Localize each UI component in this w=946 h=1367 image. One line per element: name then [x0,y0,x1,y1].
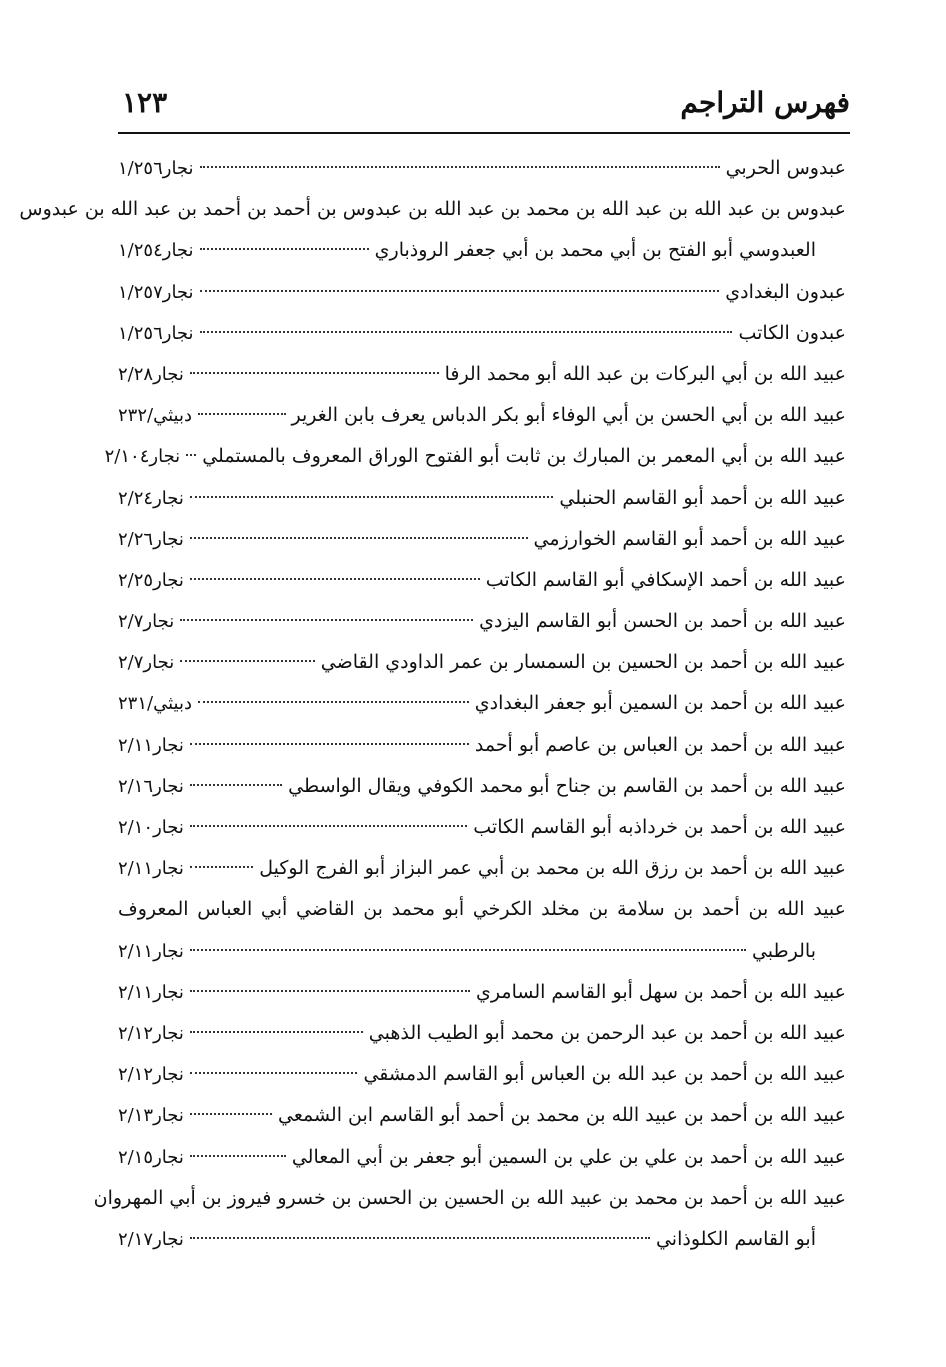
index-entry [118,848,846,889]
dot-leader [190,577,480,580]
entry-name: عبيد الله بن أحمد بن عبد الرحمن بن محمد أبو الطيب الذهبي [368,1021,846,1044]
entry-reference: نجار٢/٢٥ [118,569,184,591]
entry-reference: نجار٢/٧ [118,652,175,674]
dot-leader [180,618,473,621]
dot-leader [190,536,528,539]
index-entry [118,683,846,724]
page-number: ١٢٣ [122,86,168,119]
entry-reference: نجار٢/١١ [118,734,184,756]
entry-name: عبيد الله بن أحمد بن القاسم بن جناح أبو محمد الكوفي ويقال الواسطي [288,774,846,797]
index-entry [118,230,846,271]
dot-leader [190,948,746,951]
index-entry [118,478,846,519]
dot-leader [190,1112,272,1115]
index-entry [118,642,846,683]
index-entry [118,601,846,642]
entry-reference: نجار١/٢٥٦ [118,322,194,344]
entry-reference: نجار٢/٢٦ [118,528,184,550]
index-entry [118,766,846,807]
dot-leader [198,412,286,415]
dot-leader [180,659,315,662]
entry-name: عبدوس بن عبد الله بن عبد الله بن محمد بن عبد الله بن عبدوس بن أحمد بن أحمد بن عبد الله بن عبدوس [19,198,846,221]
entry-name: عبيد الله بن أحمد بن سهل أبو القاسم السامري [476,980,846,1003]
index-entries [19,148,846,1260]
dot-leader [190,1154,286,1157]
entry-name: عبيد الله بن أحمد بن خرداذبه أبو القاسم الكاتب [473,816,846,838]
index-entry [118,313,846,354]
entry-reference: نجار٢/١٠٤ [104,446,181,468]
entry-name: عبيد الله بن أحمد بن العباس بن عاصم أبو أحمد [474,733,846,756]
entry-name: عبدوس الحربي [725,157,846,179]
index-entry [118,725,846,766]
index-entry [19,189,846,230]
index-entry [118,931,846,972]
dot-leader [190,1030,363,1033]
entry-reference: نجار٢/١٧ [118,1228,184,1250]
dot-leader [190,495,553,498]
index-entry [118,272,846,313]
entry-name: عبيد الله بن أبي المعمر بن المبارك بن ثابت أبو الفتوح الوراق المعروف بالمستملي [202,445,846,468]
dot-leader [200,165,720,168]
entry-reference: نجار٢/١٢ [118,1064,184,1086]
entry-reference: نجار٢/١٠ [118,817,184,838]
dot-leader [190,371,439,374]
dot-leader [190,1236,650,1239]
entry-reference: دبيثي/٢٣٢ [118,405,192,427]
entry-reference: نجار٢/١٢ [118,1022,184,1044]
dot-leader [190,824,467,827]
entry-name: عبيد الله بن أحمد بن الحسين بن السمسار بن عمر الداودي القاضي [320,651,846,674]
entry-reference: نجار٢/١١ [118,940,184,962]
entry-name: عبيد الله بن أحمد بن سلامة بن مخلد الكرخي أبو محمد بن القاضي أبي العباس المعروف [118,898,846,921]
dot-leader [190,865,253,868]
dot-leader [190,989,470,992]
entry-reference: دبيثي/٢٣١ [118,693,192,715]
entry-name: عبدون البغدادي [725,280,846,303]
entry-reference: نجار٢/٢٨ [118,363,184,385]
dot-leader [200,247,369,250]
entry-reference: نجار١/٢٥٤ [118,240,194,262]
dot-leader [200,330,733,333]
index-entry [118,519,846,560]
entry-name: عبيد الله بن أحمد أبو القاسم الخوارزمي [533,527,846,550]
entry-name: عبيد الله بن أبي البركات بن عبد الله أبو محمد الرفا [444,362,846,385]
index-entry [104,436,846,477]
entry-name: العبدوسي أبو الفتح بن أبي محمد بن أبي جعفر الروذباري [374,239,816,262]
index-entry [118,148,846,189]
entry-name: بالرطبي [751,939,816,962]
entry-name: أبو القاسم الكلوذاني [655,1227,816,1250]
entry-reference: نجار٢/١١ [118,981,184,1003]
index-entry [118,1054,846,1095]
entry-name: عبيد الله بن أحمد بن علي بن علي بن السمين أبو جعفر بن أبي المعالي [291,1145,846,1168]
entry-reference: نجار٢/١٣ [118,1105,184,1127]
index-entry [118,1095,846,1136]
index-entry [118,1219,846,1260]
index-entry [93,1178,846,1219]
dot-leader [200,289,720,292]
entry-name: عبدون الكاتب [738,321,846,344]
dot-leader [186,453,196,456]
entry-name: عبيد الله بن أبي الحسن بن أبي الوفاء أبو بكر الدباس يعرف بابن الغرير [291,404,846,427]
entry-name: عبيد الله بن أحمد بن رزق الله بن محمد بن أبي عمر البزاز أبو الفرج الوكيل [259,857,846,880]
index-entry [118,395,846,436]
entry-name: عبيد الله بن أحمد بن عبيد الله بن محمد بن أحمد أبو القاسم ابن الشمعي [277,1104,846,1127]
page-title: فهرس التراجم [680,86,850,119]
entry-reference: نجار٢/١٦ [118,775,184,797]
entry-name: عبيد الله بن أحمد الإسكافي أبو القاسم الكاتب [485,568,846,591]
entry-name: عبيد الله بن أحمد بن السمين أبو جعفر البغدادي [474,692,846,715]
index-entry [118,354,846,395]
dot-leader [190,783,282,786]
page-header [118,80,850,134]
index-entry [118,889,846,930]
index-entry [118,1013,846,1054]
entry-reference: نجار٢/٧ [118,611,175,633]
entry-reference: نجار١/٢٥٧ [118,281,194,303]
dot-leader [190,1071,358,1074]
entry-reference: نجار١/٢٥٦ [118,158,194,179]
index-entry [118,972,846,1013]
entry-reference: نجار٢/٢٤ [118,487,184,509]
entry-reference: نجار٢/١٥ [118,1146,184,1168]
entry-name: عبيد الله بن أحمد بن الحسن أبو القاسم اليزدي [479,610,846,633]
entry-reference: نجار٢/١١ [118,858,184,880]
entry-name: عبيد الله بن أحمد بن عبد الله بن العباس أبو القاسم الدمشقي [363,1063,846,1086]
entry-name: عبيد الله بن أحمد بن محمد بن عبيد الله بن الحسين بن الحسن بن خسرو فيروز بن أبي المهروان [93,1186,846,1209]
dot-leader [190,742,469,745]
index-entry [118,807,846,848]
dot-leader [198,700,469,703]
entry-name: عبيد الله بن أحمد أبو القاسم الحنبلي [559,486,846,509]
index-entry [118,1137,846,1178]
index-entry [118,560,846,601]
